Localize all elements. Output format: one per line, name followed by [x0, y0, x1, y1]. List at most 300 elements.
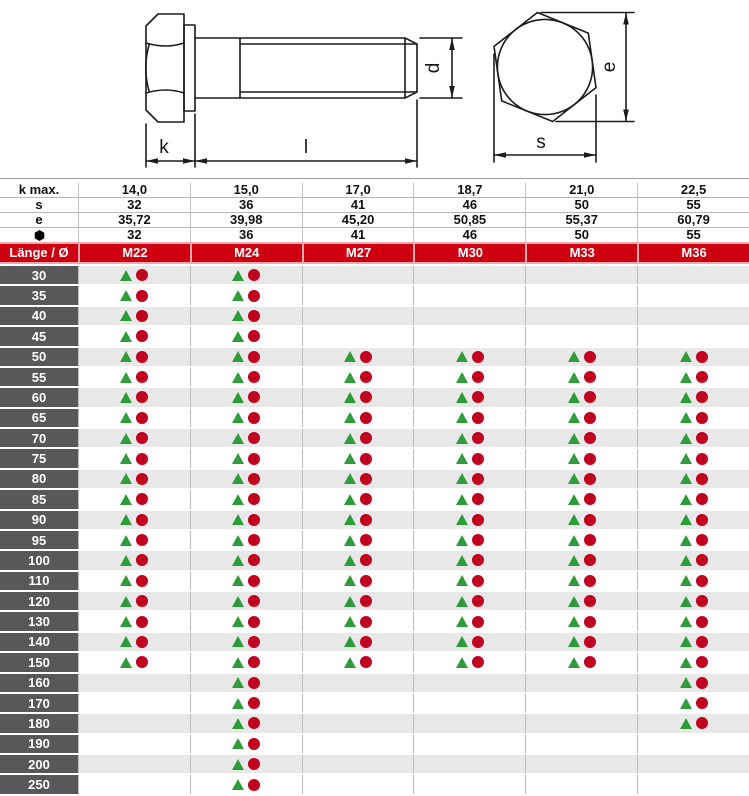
triangle-marker [232, 433, 244, 444]
triangle-marker [232, 596, 244, 607]
circle-marker [248, 514, 260, 526]
triangle-marker [232, 616, 244, 627]
availability-cell-M30-190 [413, 735, 525, 753]
column-header-M36: M36 [637, 244, 749, 262]
triangle-marker [680, 473, 692, 484]
length-size-matrix [0, 266, 749, 796]
length-label: 120 [0, 592, 78, 610]
triangle-marker [568, 433, 580, 444]
triangle-marker [120, 372, 132, 383]
triangle-marker [680, 677, 692, 688]
triangle-marker [232, 555, 244, 566]
circle-marker [360, 636, 372, 648]
circle-marker [248, 595, 260, 607]
triangle-marker [680, 514, 692, 525]
spec-value: 32 [78, 228, 190, 242]
length-label: 60 [0, 388, 78, 406]
triangle-marker [232, 677, 244, 688]
spec-row-e [0, 213, 749, 228]
triangle-marker [568, 636, 580, 647]
circle-marker [136, 351, 148, 363]
table-row-190 [0, 735, 749, 755]
availability-cell-M22-80 [78, 470, 190, 488]
circle-marker [360, 371, 372, 383]
availability-cell-M27-85 [302, 490, 414, 508]
circle-marker [360, 473, 372, 485]
availability-cell-M24-55 [190, 368, 302, 386]
circle-marker [696, 656, 708, 668]
triangle-marker [456, 372, 468, 383]
triangle-marker [680, 636, 692, 647]
availability-cell-M22-160 [78, 674, 190, 692]
availability-cell-M27-40 [302, 307, 414, 325]
availability-cell-M36-140 [637, 633, 749, 651]
spec-value: 36 [190, 198, 302, 212]
circle-marker [584, 351, 596, 363]
availability-cell-M22-85 [78, 490, 190, 508]
availability-cell-M36-170 [637, 694, 749, 712]
spec-value: 14,0 [78, 183, 190, 197]
circle-marker [696, 412, 708, 424]
triangle-marker [344, 351, 356, 362]
spec-row-label: e [35, 212, 43, 227]
availability-cell-M30-40 [413, 307, 525, 325]
table-row-150 [0, 653, 749, 673]
circle-marker [360, 595, 372, 607]
availability-cell-M36-120 [637, 592, 749, 610]
circle-marker [696, 371, 708, 383]
circle-marker [136, 371, 148, 383]
table-row-85 [0, 490, 749, 510]
length-label: 250 [0, 775, 78, 793]
availability-cell-M27-30 [302, 266, 414, 284]
dim-label-l: l [303, 137, 309, 158]
circle-marker [248, 738, 260, 750]
availability-cell-M24-110 [190, 572, 302, 590]
availability-cell-M30-95 [413, 531, 525, 549]
triangle-marker [680, 575, 692, 586]
availability-cell-M27-190 [302, 735, 414, 753]
availability-cell-M33-75 [525, 449, 637, 467]
triangle-marker [680, 392, 692, 403]
availability-cell-M22-65 [78, 409, 190, 427]
length-label: 150 [0, 653, 78, 671]
availability-cell-M22-140 [78, 633, 190, 651]
availability-cell-M33-180 [525, 714, 637, 732]
table-row-170 [0, 694, 749, 714]
triangle-marker [232, 372, 244, 383]
circle-marker [360, 534, 372, 546]
triangle-marker [120, 616, 132, 627]
triangle-marker [568, 392, 580, 403]
circle-marker [584, 493, 596, 505]
circle-marker [696, 432, 708, 444]
circle-marker [696, 697, 708, 709]
circle-marker [472, 575, 484, 587]
availability-cell-M36-150 [637, 653, 749, 671]
availability-cell-M24-80 [190, 470, 302, 488]
availability-cell-M22-45 [78, 327, 190, 345]
availability-cell-M33-170 [525, 694, 637, 712]
availability-cell-M24-100 [190, 551, 302, 569]
spec-row-label [0, 228, 78, 242]
availability-cell-M27-200 [302, 755, 414, 773]
availability-cell-M27-110 [302, 572, 414, 590]
column-header-M33: M33 [525, 244, 637, 262]
spec-header-table [0, 178, 749, 242]
spec-value: 41 [302, 198, 414, 212]
circle-marker [248, 310, 260, 322]
triangle-marker [120, 453, 132, 464]
triangle-marker [680, 412, 692, 423]
availability-cell-M24-120 [190, 592, 302, 610]
table-row-110 [0, 572, 749, 592]
length-label: 70 [0, 429, 78, 447]
triangle-marker [680, 718, 692, 729]
availability-cell-M30-70 [413, 429, 525, 447]
circle-marker [472, 636, 484, 648]
availability-cell-M24-180 [190, 714, 302, 732]
availability-cell-M27-55 [302, 368, 414, 386]
availability-cell-M27-50 [302, 348, 414, 366]
availability-cell-M36-160 [637, 674, 749, 692]
circle-marker [360, 554, 372, 566]
triangle-marker [568, 555, 580, 566]
availability-cell-M33-65 [525, 409, 637, 427]
spec-value: 50,85 [413, 213, 525, 227]
availability-cell-M27-80 [302, 470, 414, 488]
availability-cell-M22-60 [78, 388, 190, 406]
spec-value: 22,5 [637, 183, 749, 197]
circle-marker [248, 269, 260, 281]
availability-cell-M33-35 [525, 286, 637, 304]
circle-marker [696, 473, 708, 485]
circle-marker [472, 554, 484, 566]
triangle-marker [344, 636, 356, 647]
length-label: 110 [0, 572, 78, 590]
triangle-marker [456, 392, 468, 403]
circle-marker [136, 269, 148, 281]
circle-marker [584, 391, 596, 403]
triangle-marker [680, 494, 692, 505]
table-row-95 [0, 531, 749, 551]
spec-value: 17,0 [302, 183, 414, 197]
column-header-M30: M30 [413, 244, 525, 262]
triangle-marker [680, 453, 692, 464]
table-row-130 [0, 612, 749, 632]
availability-cell-M30-250 [413, 775, 525, 793]
availability-cell-M27-60 [302, 388, 414, 406]
availability-cell-M24-70 [190, 429, 302, 447]
triangle-marker [568, 453, 580, 464]
circle-marker [472, 412, 484, 424]
length-label: 40 [0, 307, 78, 325]
table-row-140 [0, 633, 749, 653]
circle-marker [360, 656, 372, 668]
availability-cell-M24-140 [190, 633, 302, 651]
circle-marker [696, 493, 708, 505]
triangle-marker [232, 270, 244, 281]
spec-value: 50 [525, 228, 637, 242]
availability-cell-M24-30 [190, 266, 302, 284]
triangle-marker [120, 514, 132, 525]
triangle-marker [120, 331, 132, 342]
availability-cell-M30-160 [413, 674, 525, 692]
column-header-M22: M22 [78, 244, 190, 262]
triangle-marker [232, 392, 244, 403]
circle-marker [248, 779, 260, 791]
circle-marker [696, 595, 708, 607]
availability-cell-M33-40 [525, 307, 637, 325]
availability-cell-M33-30 [525, 266, 637, 284]
availability-cell-M24-200 [190, 755, 302, 773]
triangle-marker [120, 657, 132, 668]
triangle-marker [232, 738, 244, 749]
triangle-marker [456, 616, 468, 627]
triangle-marker [568, 596, 580, 607]
availability-cell-M22-95 [78, 531, 190, 549]
spec-value: 60,79 [637, 213, 749, 227]
triangle-marker [680, 351, 692, 362]
bolt-technical-drawing [0, 0, 749, 178]
triangle-marker [232, 310, 244, 321]
availability-cell-M27-45 [302, 327, 414, 345]
triangle-marker [456, 453, 468, 464]
circle-marker [696, 717, 708, 729]
availability-cell-M22-100 [78, 551, 190, 569]
availability-cell-M33-95 [525, 531, 637, 549]
availability-cell-M27-65 [302, 409, 414, 427]
availability-cell-M27-170 [302, 694, 414, 712]
circle-marker [136, 636, 148, 648]
availability-cell-M22-35 [78, 286, 190, 304]
triangle-marker [344, 392, 356, 403]
circle-marker [360, 616, 372, 628]
triangle-marker [232, 514, 244, 525]
availability-cell-M36-40 [637, 307, 749, 325]
length-label: 190 [0, 735, 78, 753]
bolt-side-view [146, 14, 417, 122]
circle-marker [360, 514, 372, 526]
availability-cell-M24-95 [190, 531, 302, 549]
triangle-marker [568, 616, 580, 627]
circle-marker [584, 412, 596, 424]
circle-marker [696, 514, 708, 526]
circle-marker [696, 616, 708, 628]
triangle-marker [120, 494, 132, 505]
triangle-marker [680, 372, 692, 383]
availability-cell-M33-190 [525, 735, 637, 753]
triangle-marker [456, 657, 468, 668]
table-row-250 [0, 775, 749, 795]
availability-cell-M24-170 [190, 694, 302, 712]
circle-marker [248, 371, 260, 383]
availability-cell-M36-85 [637, 490, 749, 508]
availability-cell-M24-45 [190, 327, 302, 345]
availability-cell-M33-150 [525, 653, 637, 671]
availability-cell-M22-75 [78, 449, 190, 467]
circle-marker [584, 554, 596, 566]
triangle-marker [120, 433, 132, 444]
circle-marker [360, 351, 372, 363]
availability-cell-M33-90 [525, 511, 637, 529]
availability-cell-M36-110 [637, 572, 749, 590]
triangle-marker [344, 473, 356, 484]
spec-value: 35,72 [78, 213, 190, 227]
availability-cell-M30-60 [413, 388, 525, 406]
triangle-marker [680, 698, 692, 709]
circle-marker [360, 432, 372, 444]
circle-marker [248, 351, 260, 363]
circle-marker [472, 514, 484, 526]
triangle-marker [120, 270, 132, 281]
availability-cell-M27-75 [302, 449, 414, 467]
length-label: 160 [0, 674, 78, 692]
availability-cell-M24-50 [190, 348, 302, 366]
circle-marker [472, 534, 484, 546]
availability-cell-M33-120 [525, 592, 637, 610]
availability-cell-M27-180 [302, 714, 414, 732]
circle-marker [584, 514, 596, 526]
table-row-160 [0, 674, 749, 694]
triangle-marker [568, 494, 580, 505]
availability-cell-M22-70 [78, 429, 190, 447]
triangle-marker [456, 494, 468, 505]
availability-cell-M33-200 [525, 755, 637, 773]
table-row-40 [0, 307, 749, 327]
triangle-marker [232, 759, 244, 770]
availability-cell-M22-130 [78, 612, 190, 630]
availability-cell-M27-95 [302, 531, 414, 549]
availability-cell-M36-30 [637, 266, 749, 284]
triangle-marker [232, 351, 244, 362]
availability-cell-M24-160 [190, 674, 302, 692]
circle-marker [584, 575, 596, 587]
triangle-marker [232, 718, 244, 729]
circle-marker [360, 493, 372, 505]
circle-marker [584, 616, 596, 628]
circle-marker [472, 595, 484, 607]
circle-marker [136, 575, 148, 587]
availability-cell-M36-130 [637, 612, 749, 630]
availability-cell-M24-90 [190, 511, 302, 529]
triangle-marker [568, 514, 580, 525]
circle-marker [584, 656, 596, 668]
triangle-marker [232, 698, 244, 709]
circle-marker [472, 371, 484, 383]
hexagon-icon [34, 230, 45, 241]
circle-marker [696, 677, 708, 689]
triangle-marker [120, 290, 132, 301]
circle-marker [248, 473, 260, 485]
circle-marker [584, 473, 596, 485]
spec-row-s [0, 198, 749, 213]
spec-value: 18,7 [413, 183, 525, 197]
triangle-marker [680, 433, 692, 444]
dim-label-k: k [159, 137, 169, 158]
triangle-marker [232, 331, 244, 342]
spec-value: 50 [525, 198, 637, 212]
availability-cell-M36-65 [637, 409, 749, 427]
triangle-marker [120, 392, 132, 403]
circle-marker [248, 636, 260, 648]
circle-marker [472, 453, 484, 465]
length-label: 90 [0, 511, 78, 529]
availability-cell-M22-110 [78, 572, 190, 590]
triangle-marker [344, 616, 356, 627]
circle-marker [696, 453, 708, 465]
table-row-75 [0, 449, 749, 469]
availability-cell-M30-100 [413, 551, 525, 569]
length-label: 85 [0, 490, 78, 508]
spec-value: 21,0 [525, 183, 637, 197]
length-label: 140 [0, 633, 78, 651]
dim-label-d: d [423, 62, 444, 74]
availability-cell-M33-250 [525, 775, 637, 793]
circle-marker [696, 575, 708, 587]
triangle-marker [344, 514, 356, 525]
availability-cell-M30-200 [413, 755, 525, 773]
triangle-marker [120, 535, 132, 546]
dim-label-e: e [599, 61, 620, 73]
availability-cell-M33-140 [525, 633, 637, 651]
availability-cell-M33-50 [525, 348, 637, 366]
triangle-marker [120, 555, 132, 566]
corner-header: Länge / Ø [9, 245, 69, 260]
spec-value: 39,98 [190, 213, 302, 227]
availability-cell-M30-30 [413, 266, 525, 284]
table-row-80 [0, 470, 749, 490]
triangle-marker [120, 310, 132, 321]
availability-cell-M27-250 [302, 775, 414, 793]
availability-cell-M27-140 [302, 633, 414, 651]
triangle-marker [232, 453, 244, 464]
availability-cell-M30-130 [413, 612, 525, 630]
circle-marker [248, 534, 260, 546]
circle-marker [248, 575, 260, 587]
triangle-marker [232, 494, 244, 505]
spec-row-kmax [0, 179, 749, 198]
length-label: 180 [0, 714, 78, 732]
triangle-marker [456, 636, 468, 647]
length-label: 35 [0, 286, 78, 304]
triangle-marker [456, 596, 468, 607]
triangle-marker [456, 433, 468, 444]
triangle-marker [344, 657, 356, 668]
length-label: 30 [0, 266, 78, 284]
triangle-marker [456, 412, 468, 423]
spec-value: 55 [637, 198, 749, 212]
availability-cell-M33-70 [525, 429, 637, 447]
availability-cell-M30-140 [413, 633, 525, 651]
circle-marker [360, 575, 372, 587]
e-dimension-lines [541, 13, 634, 122]
availability-cell-M22-250 [78, 775, 190, 793]
availability-cell-M22-180 [78, 714, 190, 732]
table-row-120 [0, 592, 749, 612]
availability-cell-M22-170 [78, 694, 190, 712]
circle-marker [248, 677, 260, 689]
column-header-M24: M24 [190, 244, 302, 262]
triangle-marker [568, 535, 580, 546]
circle-marker [136, 616, 148, 628]
circle-marker [472, 432, 484, 444]
length-label: 200 [0, 755, 78, 773]
availability-cell-M22-90 [78, 511, 190, 529]
circle-marker [360, 391, 372, 403]
length-label: 55 [0, 368, 78, 386]
triangle-marker [680, 657, 692, 668]
